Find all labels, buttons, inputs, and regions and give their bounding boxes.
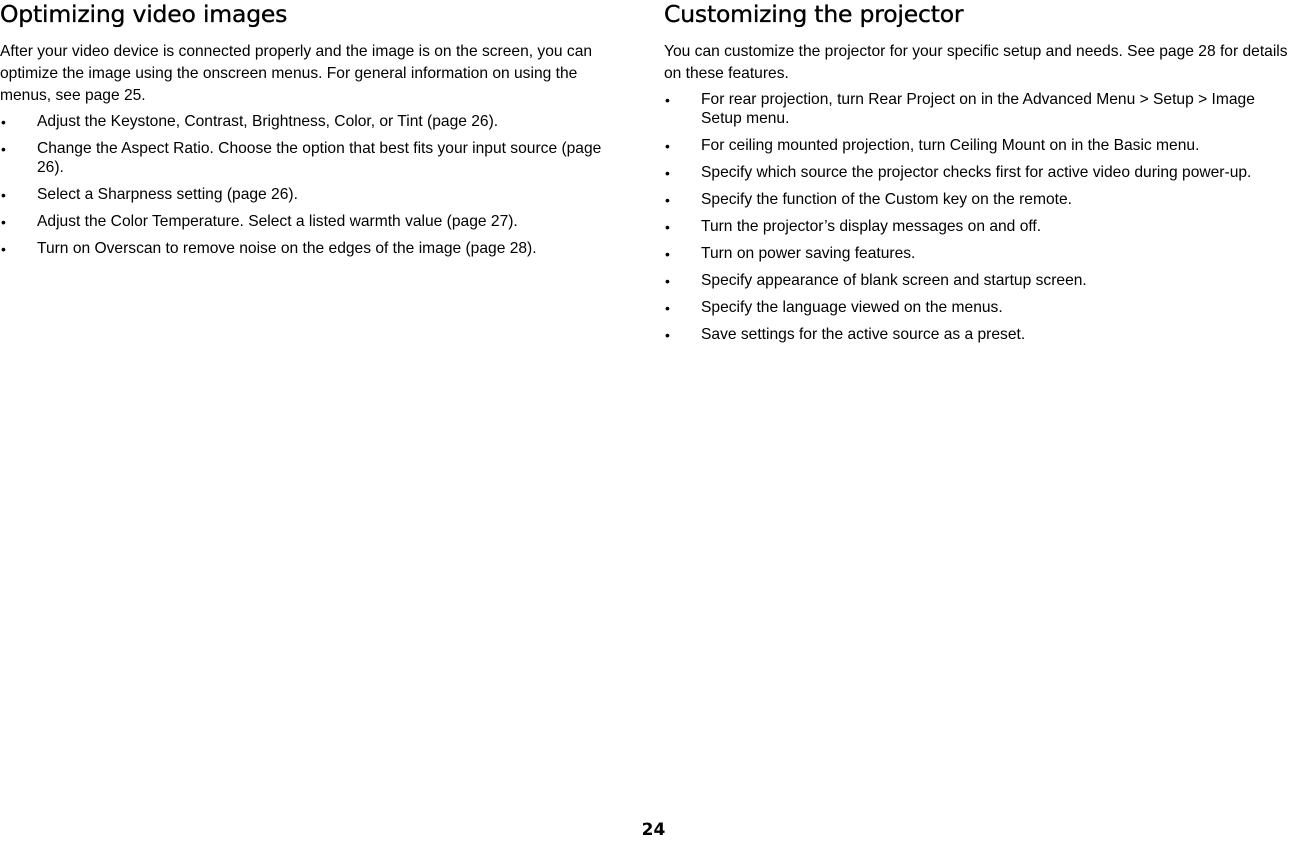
bullet-icon: • — [665, 245, 670, 262]
section-intro-optimizing-video: After your video device is connected properly and the image is on the screen, you can optimize the image using the onscreen menus. For general information on using the menus, see page 25. — [0, 43, 593, 104]
bullet-icon: • — [665, 272, 670, 289]
bullet-icon: • — [1, 141, 6, 157]
list-item-text: For ceiling mounted projection, turn Ceiling Mount on in the Basic menu. — [701, 136, 1200, 154]
bullet-icon: • — [665, 191, 670, 208]
bullet-icon: • — [1, 114, 6, 130]
bullet-icon: • — [665, 137, 670, 154]
list-item — [0, 240, 628, 259]
list-item — [664, 218, 1290, 237]
bullet-list-optimizing-video — [0, 113, 628, 258]
bullet-list-customizing-projector — [664, 91, 1290, 344]
section-title-customizing-projector: Customizing the projector — [664, 0, 964, 28]
list-item — [664, 245, 1290, 264]
section-intro-customizing-projector: You can customize the projector for your specific setup and needs. See page 28 for details on these features. — [664, 43, 1288, 82]
page-number: 24 — [641, 820, 666, 840]
list-item — [0, 213, 628, 232]
list-item-text: Change the Aspect Ratio. Choose the option that best fits your input source (page 26). — [37, 140, 602, 176]
list-item — [0, 113, 628, 132]
list-item — [664, 272, 1290, 291]
list-item — [0, 186, 628, 205]
list-item-text: Adjust the Color Temperature. Select a listed warmth value (page 27). — [37, 212, 518, 230]
bullet-icon: • — [665, 164, 670, 181]
list-item — [664, 164, 1290, 183]
bullet-icon: • — [1, 186, 6, 203]
bullet-icon: • — [1, 213, 6, 230]
list-item-text: Select a Sharpness setting (page 26). — [37, 185, 298, 203]
list-item-text: Specify the function of the Custom key on the remote. — [701, 190, 1072, 208]
section-title-optimizing-video: Optimizing video images — [0, 0, 288, 28]
bullet-icon: • — [665, 299, 670, 316]
list-item-text: Turn on Overscan to remove noise on the edges of the image (page 28). — [37, 239, 537, 257]
list-item — [664, 191, 1290, 210]
bullet-icon: • — [665, 218, 670, 235]
list-item-text: Specify the language viewed on the menus. — [701, 298, 1003, 316]
list-item-text: Specify appearance of blank screen and startup screen. — [701, 271, 1087, 289]
bullet-icon: • — [1, 240, 6, 257]
bullet-icon: • — [665, 326, 670, 343]
list-item — [664, 91, 1290, 128]
list-item — [0, 140, 628, 177]
list-item — [664, 326, 1290, 345]
list-item — [664, 299, 1290, 318]
list-item — [664, 137, 1290, 156]
list-item-text: Turn on power saving features. — [701, 244, 916, 262]
list-item-text: Specify which source the projector checks first for active video during power-up. — [701, 163, 1252, 181]
list-item-text: Save settings for the active source as a preset. — [701, 325, 1026, 343]
list-item-text: Adjust the Keystone, Contrast, Brightness, Color, or Tint (page 26). — [37, 113, 499, 130]
left-column — [0, 0, 628, 267]
right-column — [664, 0, 1290, 353]
list-item-text: For rear projection, turn Rear Project on in the Advanced Menu > Setup > Image Setup menu. — [701, 91, 1255, 127]
list-item-text: Turn the projector’s display messages on and off. — [701, 217, 1042, 235]
bullet-icon: • — [665, 92, 670, 108]
